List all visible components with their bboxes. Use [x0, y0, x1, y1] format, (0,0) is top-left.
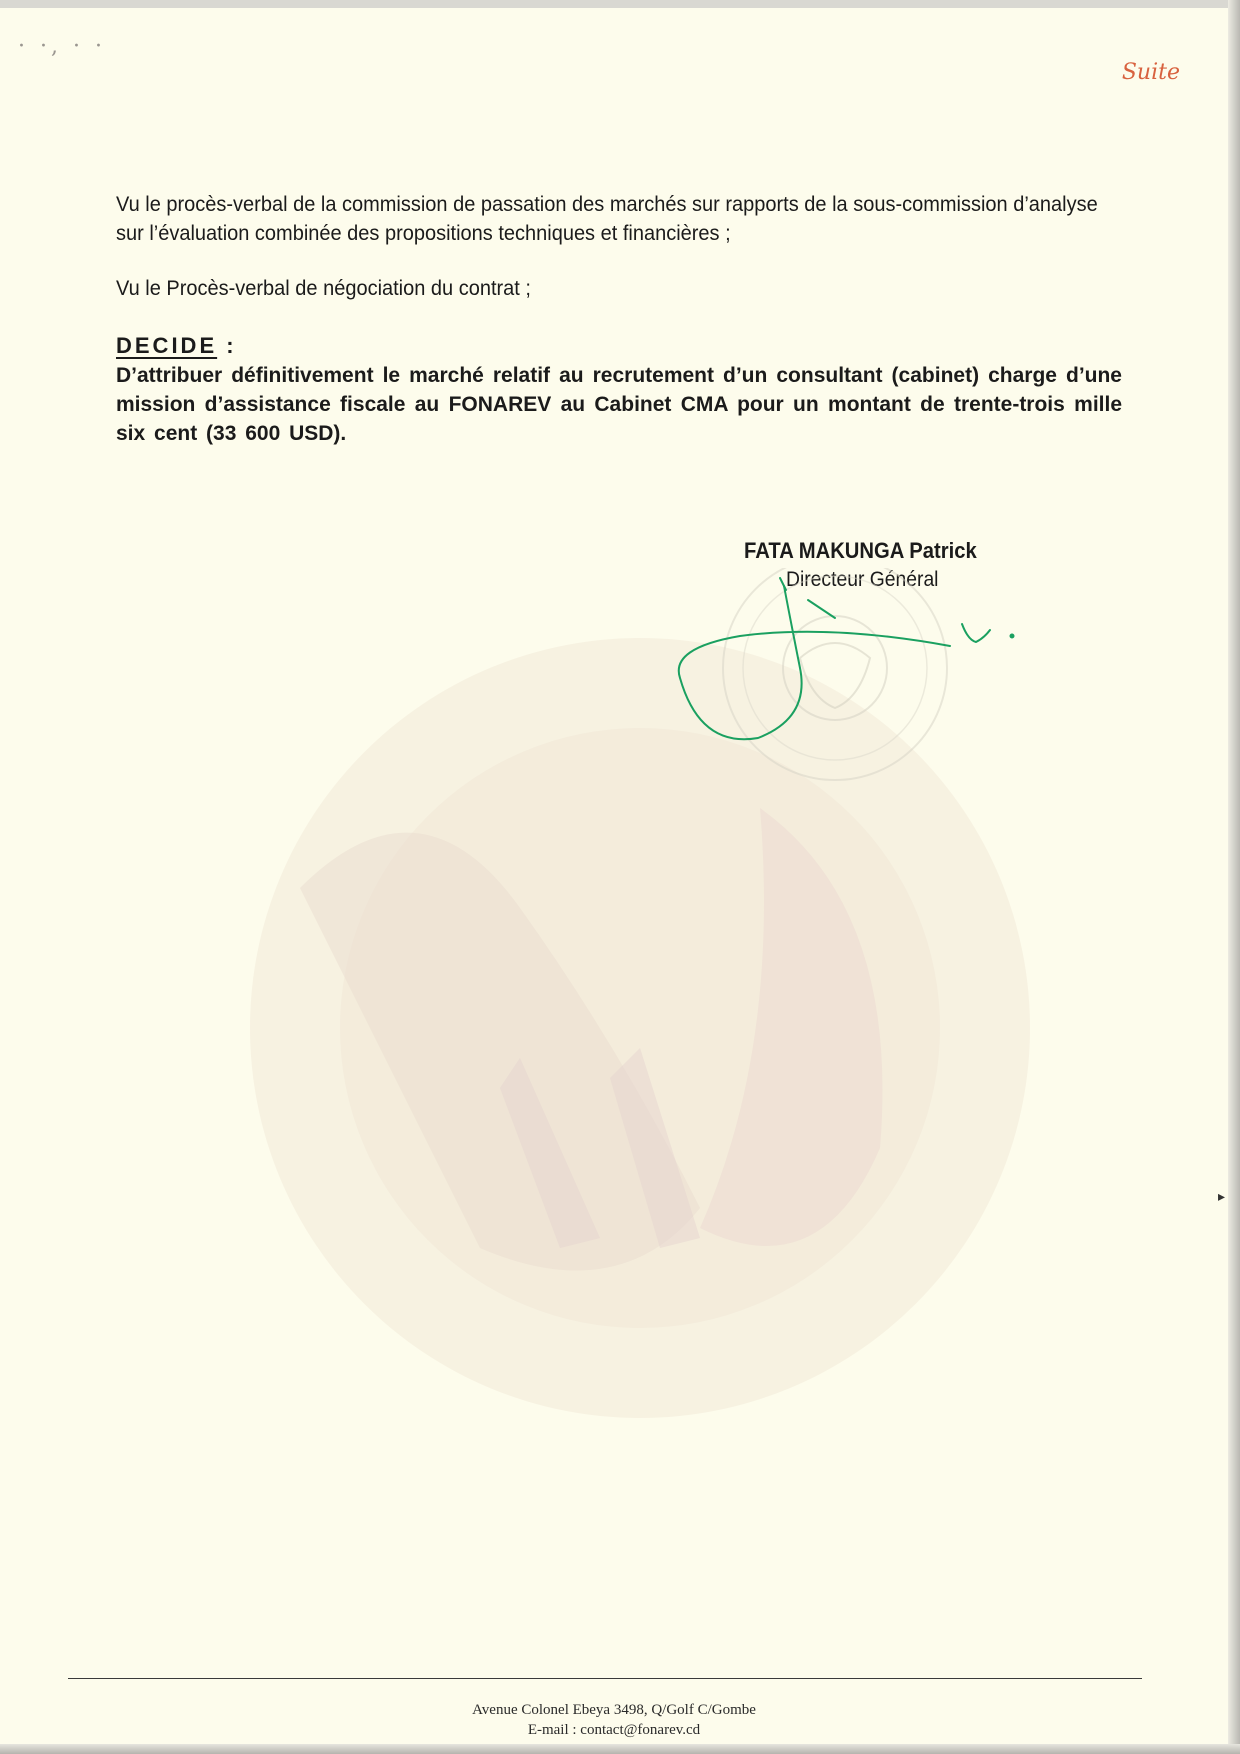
handwritten-signature — [679, 578, 1014, 739]
embossed-seal — [723, 568, 947, 780]
signatory-name: FATA MAKUNGA Patrick — [744, 538, 977, 563]
document-page — [0, 8, 1228, 1746]
decision-text: D’attribuer définitivement le marché relatif au recrutement d’un consultant (cabinet) charge d’une mission d’assistance fiscale au FONAREV au Cabinet CMA pour un montant de trente-trois mille six cent (33 600 USD). — [116, 364, 1122, 445]
considerant-paragraph-1: Vu le procès-verbal de la commission de passation des marchés sur rapports de la sous-commission d’analyse sur l’évaluation combinée des propositions techniques et financières ; — [116, 192, 1098, 245]
footer-divider — [68, 1678, 1142, 1679]
decide-colon: : — [217, 333, 237, 358]
signatory-title: Directeur Général — [786, 568, 939, 591]
paper-edge-bottom — [0, 1744, 1240, 1754]
suite-label: Suite — [1121, 60, 1180, 85]
footer-email: E-mail : contact@fonarev.cd — [527, 1722, 701, 1738]
page-handwritten-marks: · ·, · · — [18, 34, 106, 59]
margin-mark: ▸ — [1218, 1188, 1226, 1204]
footer-address: Avenue Colonel Ebeya 3498, Q/Golf C/Gombe — [472, 1702, 756, 1718]
considerant-paragraph-2: Vu le Procès-verbal de négociation du contrat ; — [116, 276, 531, 300]
paper-edge-right — [1228, 0, 1240, 1754]
decide-heading — [116, 333, 1122, 359]
footer — [0, 1700, 1228, 1740]
document-body — [116, 190, 1122, 448]
decide-label: DECIDE — [116, 333, 218, 358]
signature-block — [660, 568, 1060, 798]
